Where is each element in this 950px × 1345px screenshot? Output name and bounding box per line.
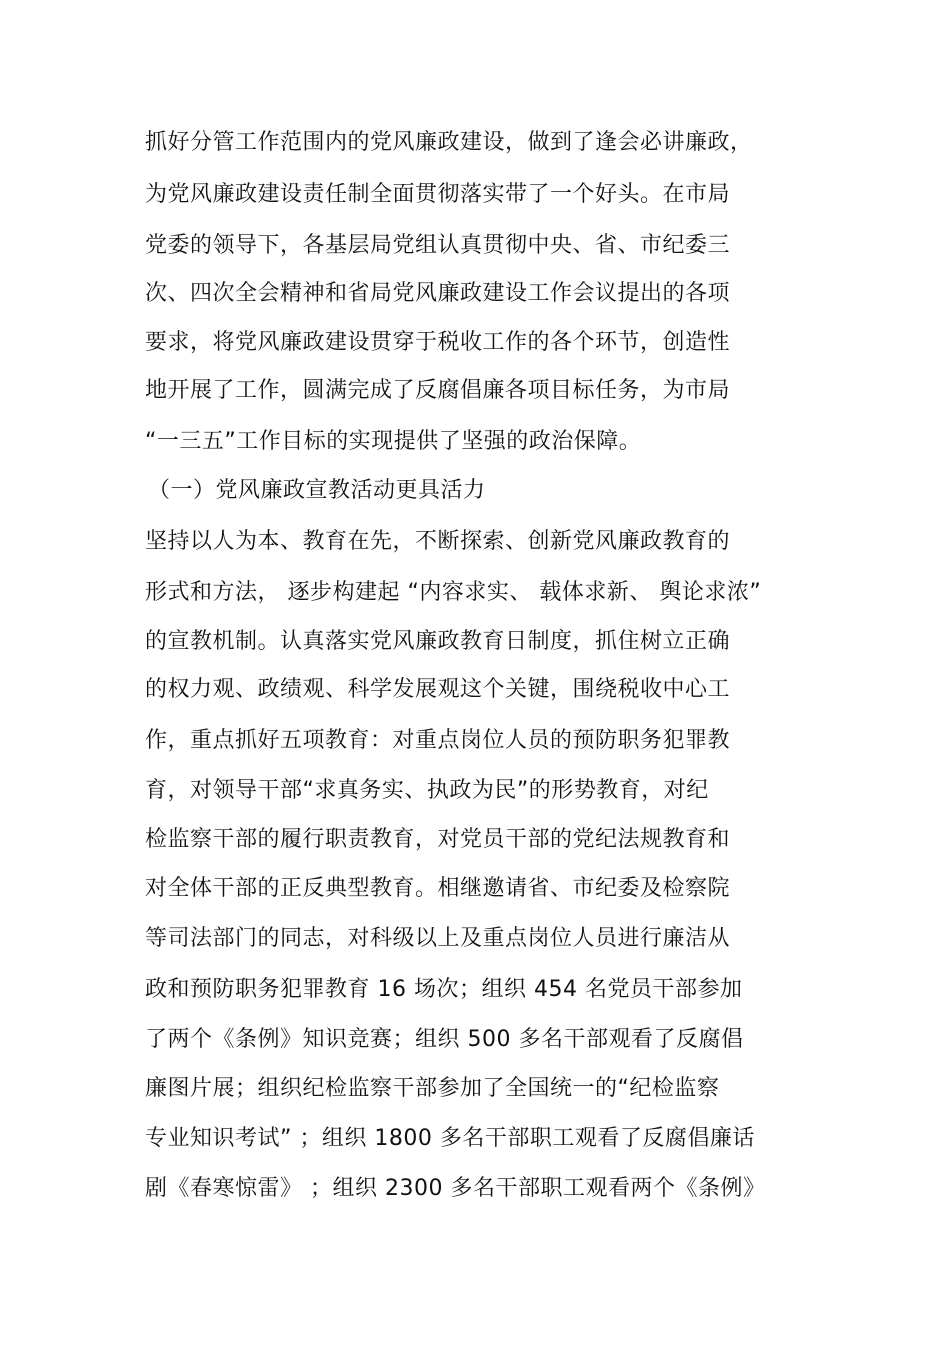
text-line: 等司法部门的同志，对科级以上及重点岗位人员进行廉洁从 (145, 926, 731, 951)
text-line: 剧《春寒惊雷》 ；组织 2300 多名干部职工观看两个《条例》 (145, 1176, 766, 1201)
text-line: 坚持以人为本、教育在先，不断探索、创新党风廉政教育的 (145, 529, 731, 554)
text-line: 次、四次全会精神和省局党风廉政建设工作会议提出的各项 (145, 281, 731, 306)
text-line: 政和预防职务犯罪教育 16 场次；组织 454 名党员干部参加 (145, 977, 743, 1002)
text-line: 为党风廉政建设责任制全面贯彻落实带了一个好头。在市局 (145, 182, 731, 207)
text-line: “一三五”工作目标的实现提供了坚强的政治保障。 (145, 429, 642, 454)
text-line: 的权力观、政绩观、科学发展观这个关键，围绕税收中心工 (145, 677, 731, 702)
text-line: 作，重点抓好五项教育：对重点岗位人员的预防职务犯罪教 (145, 728, 731, 753)
text-line: 的宣教机制。认真落实党风廉政教育日制度，抓住树立正确 (145, 629, 731, 654)
text-line: 形式和方法， 逐步构建起 “内容求实、 载体求新、 舆论求浓” (145, 580, 762, 605)
text-line: 育，对领导干部“求真务实、执政为民”的形势教育，对纪 (145, 778, 709, 803)
text-line: 对全体干部的正反典型教育。相继邀请省、市纪委及检察院 (145, 876, 731, 901)
text-line: 要求，将党风廉政建设贯穿于税收工作的各个环节，创造性 (145, 330, 731, 355)
text-line: 专业知识考试” ；组织 1800 多名干部职工观看了反腐倡廉话 (145, 1126, 755, 1151)
text-line: 廉图片展；组织纪检监察干部参加了全国统一的“纪检监察 (145, 1076, 720, 1101)
text-line: 地开展了工作，圆满完成了反腐倡廉各项目标任务，为市局 (145, 378, 731, 403)
text-line: 党委的领导下，各基层局党组认真贯彻中央、省、市纪委三 (145, 233, 731, 258)
text-line: 检监察干部的履行职责教育，对党员干部的党纪法规教育和 (145, 827, 731, 852)
text-line: 抓好分管工作范围内的党风廉政建设，做到了逢会必讲廉政， (145, 130, 753, 155)
section-heading: （一）党风廉政宣教活动更具活力 (148, 478, 486, 503)
text-line: 了两个《条例》知识竞赛；组织 500 多名干部观看了反腐倡 (145, 1027, 744, 1052)
